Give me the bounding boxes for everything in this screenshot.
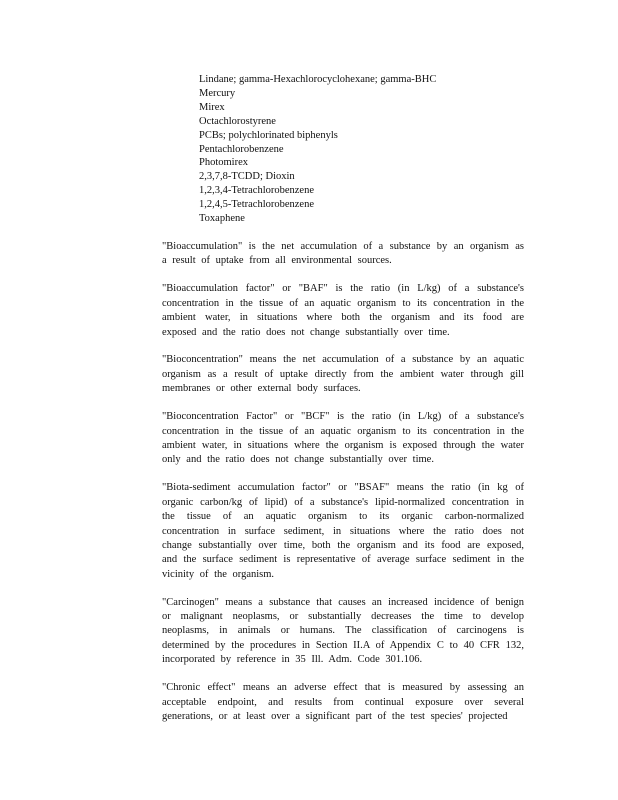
chemical-item: Lindane; gamma-Hexachlorocyclohexane; gamma-BHC: [199, 74, 437, 85]
chemical-item: Mercury: [199, 87, 236, 99]
definition-bioconcentration-factor: "Bioconcentration Factor" or "BCF" is the ratio (in L/kg) of a substance's concentration in the tissue of an aquatic organism to its concentration in the ambient water, in situations where the organism is exposed through the water only and the ratio does not change substantially over time.: [162, 411, 524, 466]
chemical-item: PCBs; polychlorinated biphenyls: [199, 129, 338, 141]
chemical-item: Photomirex: [199, 157, 248, 169]
chemical-item: Pentachlorobenzene: [199, 143, 284, 155]
definition-bioaccumulation-factor: "Bioaccumulation factor" or "BAF" is the ratio (in L/kg) of a substance's concentration in the tissue of an aquatic organism to its concentration in the ambient water, in situations where both the organism and its food are exposed and the ratio does not change substantially over time.: [162, 283, 524, 338]
chemical-item: Toxaphene: [199, 213, 245, 225]
definitions-section: [162, 240, 524, 738]
definition-bioconcentration: "Bioconcentration" means the net accumulation of a substance by an aquatic organism as a result of uptake directly from the ambient water through gill membranes or other external body surfaces.: [162, 354, 524, 395]
chemical-item: Octachlorostyrene: [199, 115, 276, 127]
chemical-list: [199, 73, 436, 226]
definition-biota-sediment-accumulation-factor: "Biota-sediment accumulation factor" or "BSAF" means the ratio (in kg of organic carbon/kg of lipid) of a substance's lipid-normalized concentration in the tissue of an aquatic organism to its organic carbon-normalized concentration in surface sediment, in situations where the ratio does not change substantially over time, both the organism and its food are exposed, and the surface sediment is representative of average surface sediment in the vicinity of the organism.: [162, 482, 524, 580]
chemical-item: 1,2,3,4-Tetrachlorobenzene: [199, 185, 315, 197]
chemical-item: 2,3,7,8-TCDD; Dioxin: [199, 171, 295, 183]
definition-chronic-effect: "Chronic effect" means an adverse effect that is measured by assessing an acceptable endpoint, and results from continual exposure over several generations, or at least over a significant part of the test species' projected: [162, 682, 524, 722]
chemical-item: Mirex: [199, 101, 225, 113]
chemical-item: 1,2,4,5-Tetrachlorobenzene: [199, 199, 315, 211]
definition-bioaccumulation: "Bioaccumulation" is the net accumulation of a substance by an organism as a result of uptake from all environmental sources.: [162, 241, 524, 267]
definition-carcinogen: "Carcinogen" means a substance that causes an increased incidence of benign or malignant neoplasms, or substantially decreases the time to develop neoplasms, in animals or humans. The classification of carcinogens is determined by the procedures in Section II.A of Appendix C to 40 CFR 132, incorporated by reference in 35 Ill. Adm. Code 301.106.: [162, 596, 524, 666]
